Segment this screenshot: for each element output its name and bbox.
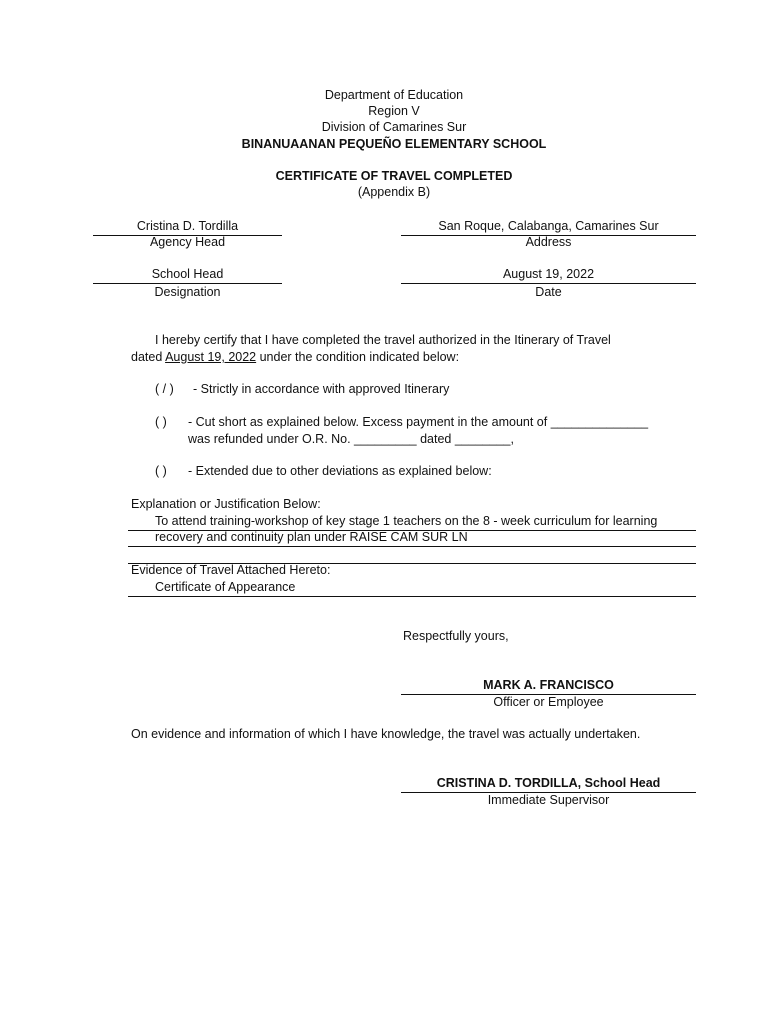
option-2-text-continued: was refunded under O.R. No. _________ dated ________, [188, 432, 514, 446]
officer-role: Officer or Employee [493, 695, 604, 709]
closing-text: Respectfully yours, [403, 629, 509, 643]
appendix-label: (Appendix B) [357, 185, 431, 199]
designation-label: Designation [154, 285, 221, 299]
option-3-mark: ( ) [155, 464, 167, 478]
date-value: August 19, 2022 [502, 267, 595, 281]
evidence-value: Certificate of Appearance [155, 580, 296, 594]
certification-dated-value: August 19, 2022 [165, 350, 257, 364]
option-2-text: - Cut short as explained below. Excess payment in the amount of ______________ [188, 415, 649, 429]
certification-dated-suffix: under the condition indicated below: [259, 350, 460, 364]
address-value: San Roque, Calabanga, Camarines Sur [438, 219, 659, 233]
attestation-text: On evidence and information of which I have knowledge, the travel was actually undertaken. [131, 727, 641, 741]
document-title: CERTIFICATE OF TRAVEL COMPLETED [275, 169, 513, 183]
address-label: Address [525, 235, 572, 249]
explanation-label: Explanation or Justification Below: [131, 497, 321, 511]
department-name: Department of Education [324, 88, 464, 102]
evidence-rule [128, 596, 696, 597]
option-2-mark: ( ) [155, 415, 167, 429]
designation-value: School Head [151, 267, 224, 281]
supervisor-role: Immediate Supervisor [487, 793, 610, 807]
agency-head-value: Cristina D. Tordilla [136, 219, 239, 233]
option-1-mark: ( / ) [155, 382, 174, 396]
officer-name: MARK A. FRANCISCO [483, 678, 614, 692]
agency-head-label: Agency Head [149, 235, 226, 249]
region-name: Region V [368, 104, 420, 118]
certification-dated-prefix: dated [131, 350, 163, 364]
option-1-text: - Strictly in accordance with approved Itinerary [193, 382, 450, 396]
certification-line-2 [131, 349, 459, 365]
supervisor-name: CRISTINA D. TORDILLA, School Head [436, 776, 661, 790]
explanation-line-1: To attend training-workshop of key stage 1 teachers on the 8 - week curriculum for learning [155, 514, 658, 528]
division-name: Division of Camarines Sur [321, 120, 467, 134]
explanation-rule-2 [128, 546, 696, 547]
evidence-label: Evidence of Travel Attached Hereto: [131, 563, 331, 577]
option-3-text: - Extended due to other deviations as explained below: [188, 464, 492, 478]
date-label: Date [535, 285, 562, 299]
explanation-line-2: recovery and continuity plan under RAISE CAM SUR LN [155, 530, 468, 544]
school-name: BINANUAANAN PEQUEÑO ELEMENTARY SCHOOL [241, 137, 547, 151]
certification-line-1: I hereby certify that I have completed the travel authorized in the Itinerary of Travel [155, 333, 611, 347]
